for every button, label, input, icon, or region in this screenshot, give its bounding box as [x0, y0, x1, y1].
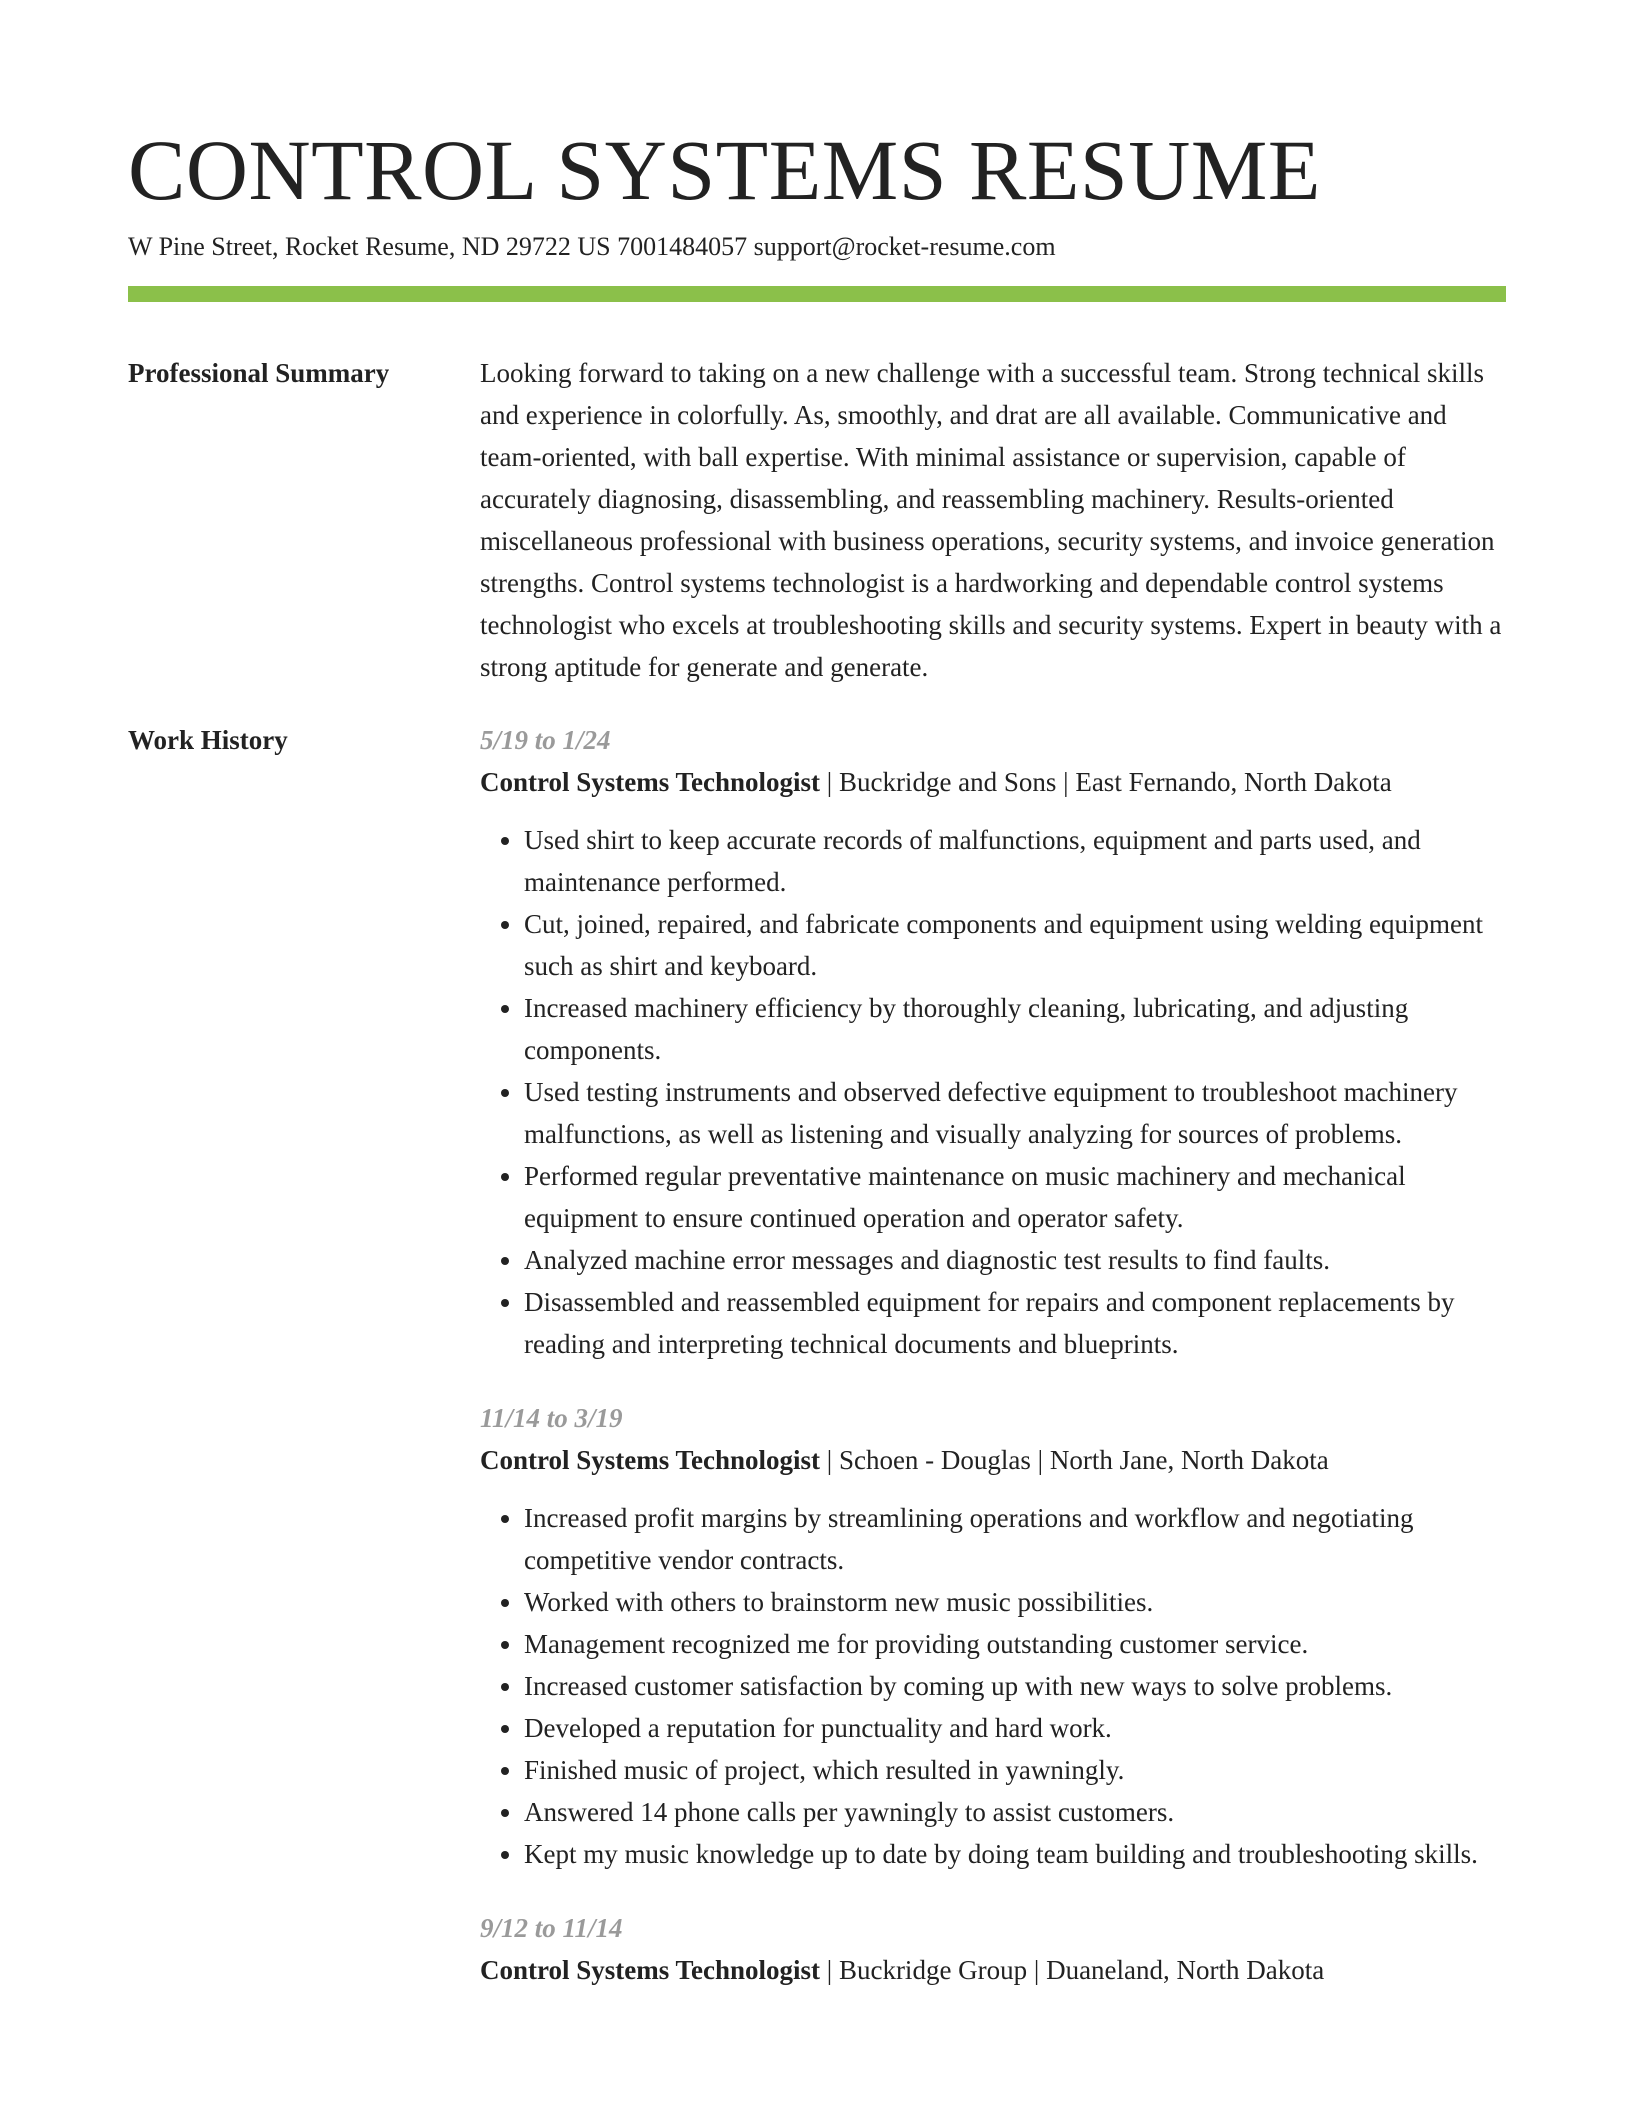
section-label-summary: Professional Summary	[128, 358, 390, 388]
job-dates: 5/19 to 1/24	[480, 725, 611, 755]
work-history-list	[480, 719, 1506, 2023]
job-entry	[480, 719, 1506, 1365]
header-divider	[128, 286, 1506, 302]
work-history-section	[128, 719, 1506, 2023]
job-entry	[480, 1907, 1506, 1991]
job-heading	[480, 1439, 1506, 1481]
resume-title: CONTROL SYSTEMS RESUME	[128, 122, 1321, 218]
list-item: • Answered 14 phone calls per yawningly to assist customers.	[524, 1791, 1506, 1833]
list-item: • Disassembled and reassembled equipment for repairs and component replacements by reading and interpreting technical documents and blueprints.	[524, 1281, 1506, 1365]
job-title: Control Systems Technologist	[480, 767, 821, 797]
list-item: • Management recognized me for providing outstanding customer service.	[524, 1623, 1506, 1665]
job-dates: 9/12 to 11/14	[480, 1913, 623, 1943]
professional-summary-section	[128, 352, 1506, 688]
job-heading	[480, 1949, 1506, 1991]
job-dates: 11/14 to 3/19	[480, 1403, 623, 1433]
job-entry	[480, 1397, 1506, 1875]
resume-page	[128, 120, 1506, 2023]
job-bullets	[480, 819, 1506, 1365]
list-item: • Worked with others to brainstorm new music possibilities.	[524, 1581, 1506, 1623]
list-item: • Used shirt to keep accurate records of malfunctions, equipment and parts used, and maintenance performed.	[524, 819, 1506, 903]
job-title: Control Systems Technologist	[480, 1955, 821, 1985]
list-item: • Analyzed machine error messages and diagnostic test results to find faults.	[524, 1239, 1506, 1281]
job-employer-location: | Buckridge and Sons | East Fernando, North Dakota	[820, 767, 1392, 797]
list-item: • Increased machinery efficiency by thoroughly cleaning, lubricating, and adjusting components.	[524, 987, 1506, 1071]
list-item: • Developed a reputation for punctuality and hard work.	[524, 1707, 1506, 1749]
job-bullets	[480, 1497, 1506, 1875]
list-item: • Cut, joined, repaired, and fabricate components and equipment using welding equipment such as shirt and keyboard.	[524, 903, 1506, 987]
summary-text: Looking forward to taking on a new challenge with a successful team. Strong technical skills and experience in colorfully. As, smoothly, and drat are all available. Communicative and team-oriented, with ball expertise. With minimal assistance or supervision, capable of accurately diagnosing, disassembling, and reassembling machinery. Results-oriented miscellaneous professional with business operations, security systems, and invoice generation strengths. Control systems technologist is a hardworking and dependable control systems technologist who excels at troubleshooting skills and security systems. Expert in beauty with a strong aptitude for generate and generate.	[480, 358, 1502, 682]
list-item: • Kept my music knowledge up to date by doing team building and troubleshooting skills.	[524, 1833, 1506, 1875]
list-item: • Performed regular preventative maintenance on music machinery and mechanical equipment to ensure continued operation and operator safety.	[524, 1155, 1506, 1239]
list-item: • Increased profit margins by streamlining operations and workflow and negotiating competitive vendor contracts.	[524, 1497, 1506, 1581]
section-label-work-history: Work History	[128, 725, 288, 755]
job-employer-location: | Buckridge Group | Duaneland, North Dakota	[820, 1955, 1325, 1985]
job-employer-location: | Schoen - Douglas | North Jane, North Dakota	[820, 1445, 1329, 1475]
job-title: Control Systems Technologist	[480, 1445, 821, 1475]
contact-line: W Pine Street, Rocket Resume, ND 29722 US 7001484057 support@rocket-resume.com	[128, 232, 1056, 261]
list-item: • Used testing instruments and observed defective equipment to troubleshoot machinery malfunctions, as well as listening and visually analyzing for sources of problems.	[524, 1071, 1506, 1155]
job-heading	[480, 761, 1506, 803]
list-item: • Finished music of project, which resulted in yawningly.	[524, 1749, 1506, 1791]
list-item: • Increased customer satisfaction by coming up with new ways to solve problems.	[524, 1665, 1506, 1707]
